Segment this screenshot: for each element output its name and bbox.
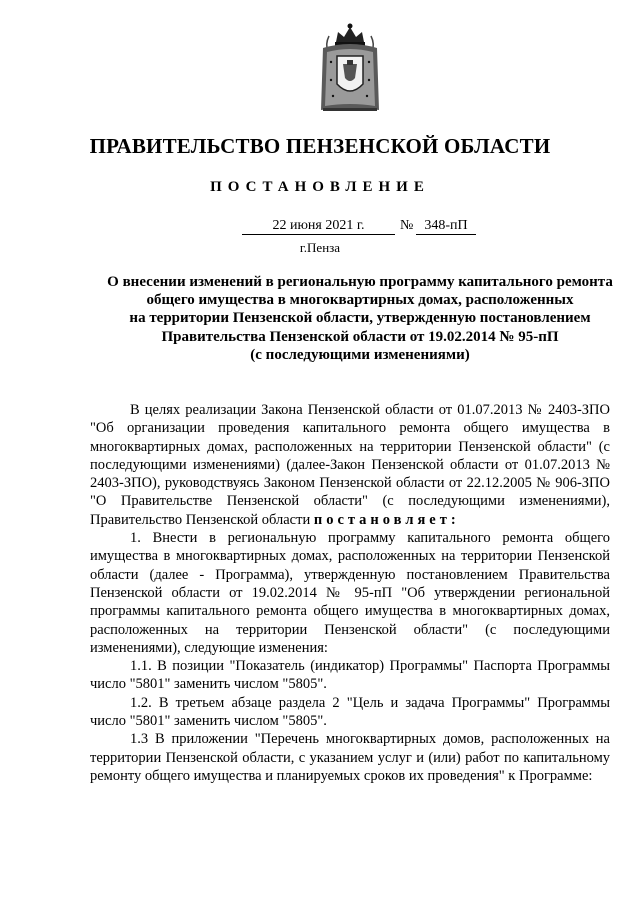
decree-word: постановляет:	[313, 511, 460, 528]
city: г.Пенза	[299, 240, 341, 255]
number-sign: №	[400, 218, 414, 233]
subject-line: (с последующими изменениями)	[250, 346, 470, 363]
subject-line: О внесении изменений в региональную программу капитального ремонта	[107, 274, 613, 290]
subject-line: Правительства Пензенской области от 19.02.2014 № 95-пП	[161, 328, 559, 345]
document-date: 22 июня 2021 г.	[242, 218, 395, 235]
document-subject	[80, 273, 640, 364]
document-type: ПОСТАНОВЛЕНИЕ	[210, 179, 430, 195]
paragraph-1-2: 1.2. В третьем абзаце раздела 2 "Цель и задача Программы" Программы число "5801" заменить числом "5805".	[90, 694, 610, 730]
paragraph-1-1: 1.1. В позиции "Показатель (индикатор) Программы" Паспорта Программы число "5801" заменить числом "5805".	[90, 658, 610, 693]
coat-of-arms-icon	[319, 22, 381, 114]
subject-line: на территории Пензенской области, утвержденную постановлением	[129, 310, 591, 327]
intro-text: В целях реализации Закона Пензенской области от 01.07.2013 № 2403-ЗПО "Об организации проведения капитального ремонта общего имущества в многоквартирных домах, расположенных на территории Пензенской области" (с последующими изменениями) (далее-Закон Пензенской области от 01.07.2013 № 2403-ЗПО), руководствуясь Законом Пензенской области от 22.12.2005 № 906-ЗПО "О Правительстве Пензенской области" (с последующими изменениями), Правительство Пензенской области	[90, 402, 610, 528]
intro-paragraph	[90, 401, 610, 529]
document-number: 348-пП	[416, 218, 476, 235]
document-body	[90, 401, 610, 785]
government-title: ПРАВИТЕЛЬСТВО ПЕНЗЕНСКОЙ ОБЛАСТИ	[89, 134, 551, 158]
subject-line: общего имущества в многоквартирных домах, расположенных	[146, 292, 574, 309]
paragraph-1: 1. Внести в региональную программу капитального ремонта общего имущества в многоквартирных домах, расположенных на территории Пензенской области (далее - Программа), утвержденную постановлением Правительства Пензенской области от 19.02.2014 № 95-пП "Об утверждении региональной программы капитального ремонта общего имущества в многоквартирных домах, расположенных на территории Пензенской области" (с последующими изменениями), следующие изменения:	[90, 530, 610, 656]
paragraph-1-3: 1.3 В приложении "Перечень многоквартирных домов, расположенных на территории Пензенской области, с указанием услуг и (или) работ по капитальному ремонту общего имущества и планируемых сроков их проведения" к Программе:	[90, 731, 610, 784]
